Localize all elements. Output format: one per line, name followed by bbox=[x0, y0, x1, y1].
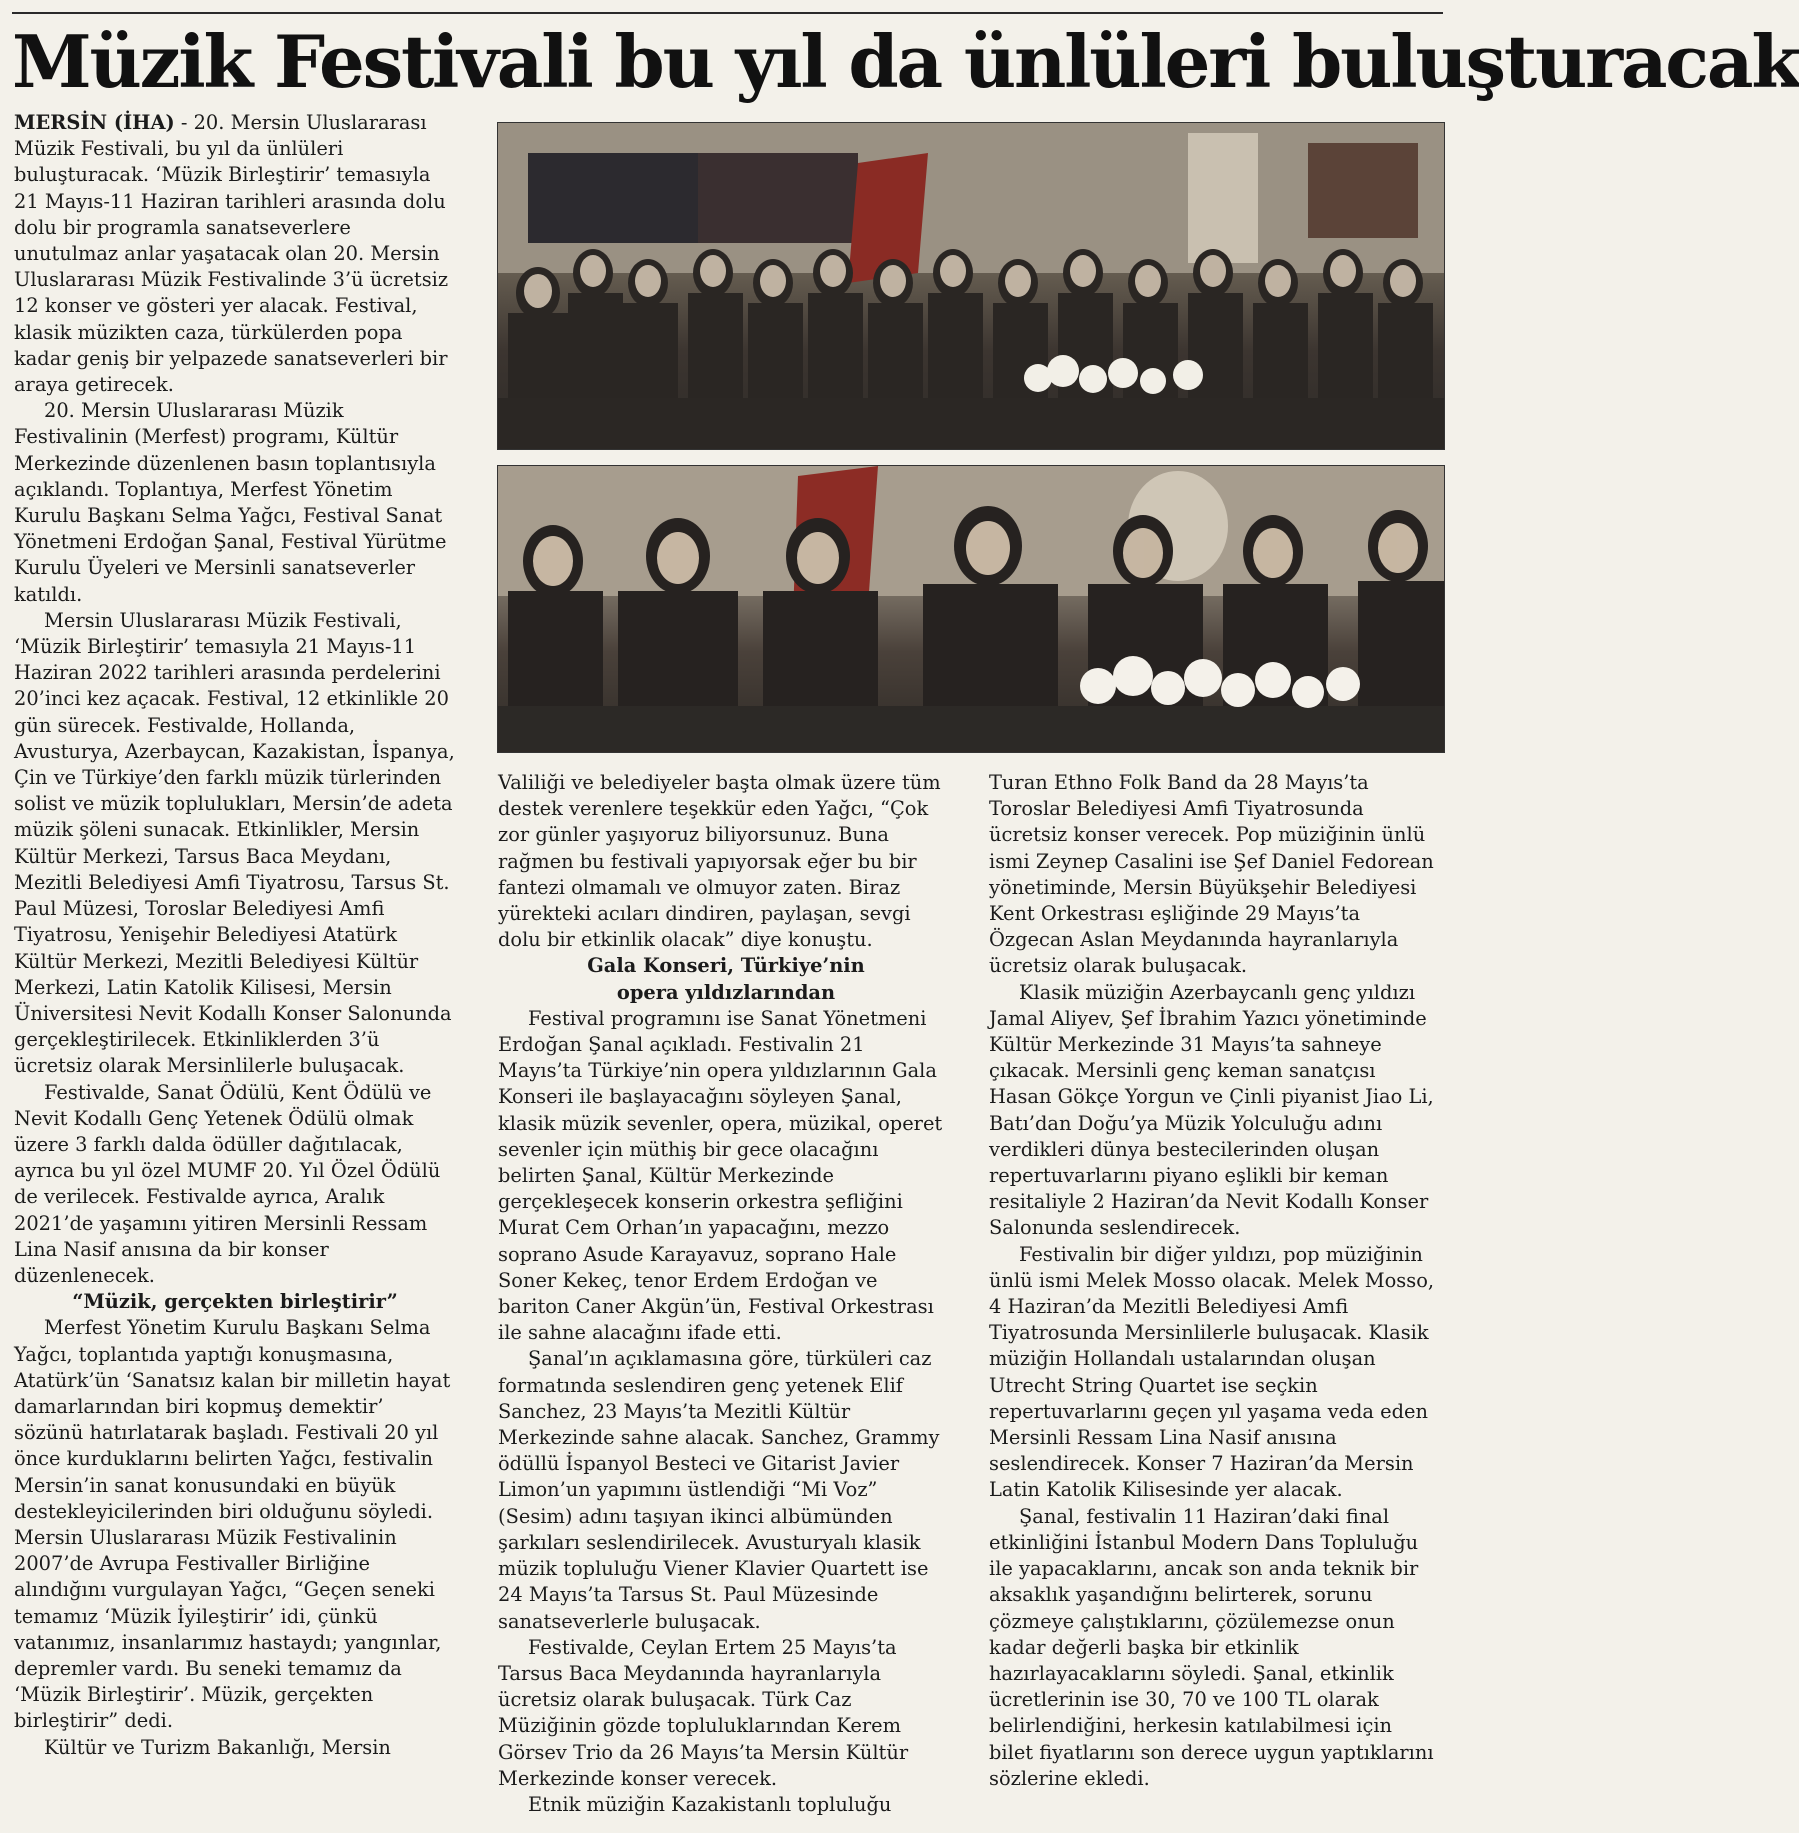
headline: Müzik Festivali bu yıl da ünlüleri buluşturacak bbox=[12, 19, 1799, 104]
paragraph: Valiliği ve belediyeler başta olmak üzere tüm destek verenlere teşekkür eden Yağcı, “Çok zor günler yaşıyoruz biliyorsunuz. Buna rağmen bu festivali yapıyorsak eğer bu bir fantezi olmamalı ve olmuyor zaten. Biraz yürekteki acıları dindiren, paylaşan, sevgi dolu bir etkinlik olacak” diye konuştu. bbox=[498, 771, 941, 952]
paragraph: Festivalde, Ceylan Ertem 25 Mayıs’ta Tarsus Baca Meydanında hayranlarıyla ücretsiz olarak buluşacak. Türk Caz Müziğinin gözde topluluklarından Kerem Görsev Trio da 26 Mayıs’ta Mersin Kültür Merkezinde konser verecek. bbox=[498, 1635, 909, 1790]
paragraph-text: - 20. Mersin Uluslararası Müzik Festivali, bu yıl da ünlüleri buluşturacak. ‘Müzik Birleştirir’ temasıyla 21 Mayıs-11 Haziran tarihleri arasında dolu dolu bir programla sanatseverlere unutulmaz anlar yaşatacak olan 20. Mersin Uluslararası Müzik Festivalinde 3’ü ücretsiz 12 konser ve gösteri yer alacak. Festival, klasik müzikten caza, türkülerden popa kadar geniş bir yelpazede sanatseverleri bir araya getirecek. bbox=[14, 111, 449, 397]
column-1 bbox=[14, 110, 456, 1761]
paragraph: Festival programını ise Sanat Yönetmeni Erdoğan Şanal açıkladı. Festivalin 21 Mayıs’ta Türkiye’nin opera yıldızlarının Gala Konseri ile başlayacağını söyleyen Şanal, klasik müzik sevenler, opera, müzikal, operet sevenler için müthiş bir gece olacağını belirten Şanal, Kültür Merkezinde gerçekleşecek konserin orkestra şefliğini Murat Cem Orhan’ın yapacağını, mezzo soprano Asude Karayavuz, soprano Hale Soner Kekeç, tenor Erdem Erdoğan ve bariton Caner Akgün’ün, Festival Orkestrası ile sahne alacağını ifade etti. bbox=[498, 1006, 943, 1345]
head-table-photo-illustration bbox=[498, 466, 1444, 752]
paragraph: Şanal, festivalin 11 Haziran’daki final etkinliğini İstanbul Modern Dans Topluluğu ile yapacaklarını, ancak son anda teknik bir aksaklık yaşandığını belirterek, sorunu çözmeye çalıştıklarını, çözülemezse onun kadar değerli başka bir etkinlik hazırlayacaklarını söyledi. Şanal, etkinlik ücretlerinin ise 30, 70 ve 100 TL olarak belirlendiğini, herkesin katılabilmesi için bilet fiyatlarını son derece uygun yaptıklarını sözlerine ekledi. bbox=[989, 1504, 1434, 1790]
subheading: Gala Konseri, Türkiye’nin bbox=[587, 954, 865, 978]
group-photo bbox=[497, 122, 1445, 450]
paragraph: Etnik müziğin Kazakistanlı topluluğu bbox=[528, 1792, 892, 1816]
paragraph: Festivalde, Sanat Ödülü, Kent Ödülü ve Nevit Kodallı Genç Yetenek Ödülü olmak üzere 3 farklı dalda ödüller dağıtılacak, ayrıca bu yıl özel MUMF 20. Yıl Özel Ödülü de verilecek. Festivalde ayrıca, Aralık 2021’de yaşamını yitiren Mersinli Ressam Lina Nasif anısına da bir konser düzenlenecek. bbox=[14, 1080, 441, 1287]
paragraph: Turan Ethno Folk Band da 28 Mayıs’ta Toroslar Belediyesi Amfi Tiyatrosunda ücretsiz konser verecek. Pop müziğinin ünlü ismi Zeynep Casalini ise Şef Daniel Fedorean yönetiminde, Mersin Büyükşehir Belediyesi Kent Orkestrası eşliğinde 29 Mayıs’ta Özgecan Aslan Meydanında hayranlarıyla ücretsiz olarak buluşacak. bbox=[989, 771, 1434, 978]
paragraph: Festivalin bir diğer yıldızı, pop müziğinin ünlü ismi Melek Mosso olacak. Melek Mosso, 4 Haziran’da Mezitli Belediyesi Amfi Tiyatrosunda Mersinlilerle buluşacak. Klasik müziğin Hollandalı ustalarından oluşan Utrecht String Quartet ise seçkin repertuvarlarını geçen yıl yaşama veda eden Mersinli Ressam Lina Nasif anısına seslendirecek. Konser 7 Haziran’da Mersin Latin Katolik Kilisesinde yer alacak. bbox=[989, 1242, 1435, 1502]
paragraph: Kültür ve Turizm Bakanlığı, Mersin bbox=[44, 1735, 391, 1759]
paragraph: Klasik müziğin Azerbaycanlı genç yıldızı Jamal Aliyev, Şef İbrahim Yazıcı yönetiminde Kültür Merkezinde 31 Mayıs’ta sahneye çıkacak. Mersinli genç keman sanatçısı Hasan Gökçe Yorgun ve Çinli piyanist Jiao Li, Batı’dan Doğu’ya Müzik Yolculuğu adını verdikleri dünya bestecilerinden oluşan repertuvarlarını piyano eşlikli bir keman resitaliyle 2 Haziran’da Nevit Kodallı Konser Salonunda seslendirecek. bbox=[989, 980, 1434, 1240]
paragraph: Merfest Yönetim Kurulu Başkanı Selma Yağcı, toplantıda yaptığı konuşmasına, Atatürk’ün ‘Sanatsız kalan bir milletin hayat damarlarından biri kopmuş demektir’ sözünü hatırlatarak başladı. Festivali 20 yıl önce kurduklarını belirten Yağcı, festivalin Mersin’in sanat konusundaki en büyük destekleyicilerinden biri olduğunu söyledi. Mersin Uluslararası Müzik Festivalinin 2007’de Avrupa Festivaller Birliğine alındığını vurgulayan Yağcı, “Geçen seneki temamız ‘Müzik İyileştirir’ idi, çünkü vatanımız, insanlarımız hastaydı; yangınlar, depremler vardı. Bu seneki temamız da ‘Müzik Birleştirir’. Müzik, gerçekten birleştirir” dedi. bbox=[14, 1316, 451, 1733]
paragraph: Mersin Uluslararası Müzik Festivali, ‘Müzik Birleştirir’ temasıyla 21 Mayıs-11 Haziran 2022 tarihleri arasında perdelerini 20’inci kez açacak. Festival, 12 etkinlikle 20 gün sürecek. Festivalde, Hollanda, Avusturya, Azerbaycan, Kazakistan, İspanya, Çin ve Türkiye’den farklı müzik türlerinden solist ve müzik toplulukları, Mersin’de adeta müzik şöleni sunacak. Etkinlikler, Mersin Kültür Merkezi, Tarsus Baca Meydanı, Mezitli Belediyesi Amfi Tiyatrosu, Tarsus St. Paul Müzesi, Toroslar Belediyesi Amfi Tiyatrosu, Yenişehir Belediyesi Atatürk Kültür Merkezi, Mezitli Belediyesi Kültür Merkezi, Latin Katolik Kilisesi, Mersin Üniversitesi Nevit Kodallı Konser Salonunda gerçekleştirilecek. Etkinliklerden 3’ü ücretsiz olarak Mersinlilerle buluşacak. bbox=[14, 608, 455, 1078]
paragraph: 20. Mersin Uluslararası Müzik Festivalinin (Merfest) programı, Kültür Merkezinde düzenlenen basın toplantısıyla açıklandı. Toplantıya, Merfest Yönetim Kurulu Başkanı Selma Yağcı, Festival Sanat Yönetmeni Erdoğan Şanal, Festival Yürütme Kurulu Üyeleri ve Mersinli sanatseverler katıldı. bbox=[14, 399, 447, 606]
top-rule bbox=[12, 12, 1443, 14]
dateline: MERSİN (İHA) bbox=[14, 111, 175, 134]
subheading: opera yıldızlarından bbox=[616, 980, 836, 1004]
group-photo-illustration bbox=[498, 123, 1444, 449]
paragraph bbox=[14, 110, 456, 398]
subheading: “Müzik, gerçekten birleştirir” bbox=[72, 1290, 398, 1314]
paragraph: Şanal’ın açıklamasına göre, türküleri caz formatında seslendiren genç yetenek Elif Sanchez, 23 Mayıs’ta Mezitli Kültür Merkezinde sahne alacak. Sanchez, Grammy ödüllü İspanyol Besteci ve Gitarist Javier Limon’un yapımını üstlendiği “Mi Voz” (Sesim) adını taşıyan ikinci albümünden şarkıları seslendirilecek. Avusturyalı klasik müzik topluluğu Viener Klavier Quartett ise 24 Mayıs’ta Tarsus St. Paul Müzesinde sanatseverlerle buluşacak. bbox=[498, 1347, 940, 1633]
column-2 bbox=[498, 770, 954, 1818]
head-table-photo bbox=[497, 465, 1445, 753]
column-3 bbox=[989, 770, 1441, 1792]
